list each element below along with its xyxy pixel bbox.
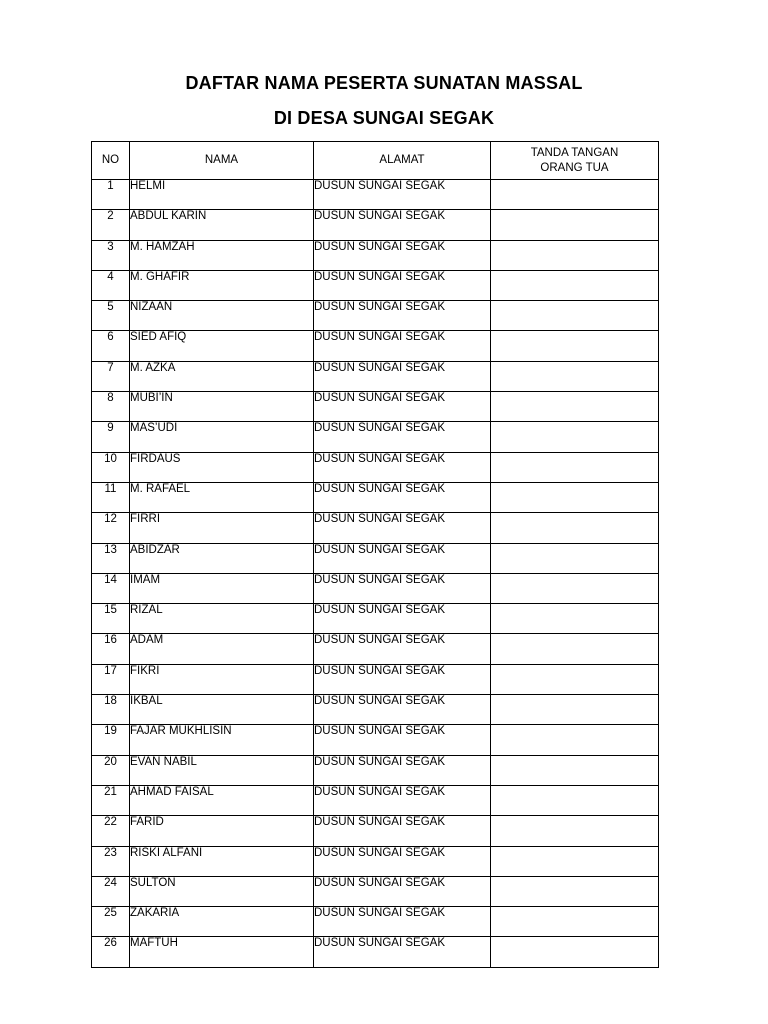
cell-tanda-tangan[interactable] bbox=[491, 180, 659, 210]
table-row bbox=[92, 937, 659, 967]
cell-alamat: DUSUN SUNGAI SEGAK bbox=[314, 270, 491, 300]
cell-nama: M. GHAFIR bbox=[130, 270, 314, 300]
table-row bbox=[92, 452, 659, 482]
cell-no: 13 bbox=[92, 543, 130, 573]
cell-alamat: DUSUN SUNGAI SEGAK bbox=[314, 695, 491, 725]
header-alamat: ALAMAT bbox=[314, 142, 491, 180]
cell-nama: FIRRI bbox=[130, 513, 314, 543]
cell-alamat: DUSUN SUNGAI SEGAK bbox=[314, 482, 491, 512]
table-row bbox=[92, 513, 659, 543]
cell-tanda-tangan[interactable] bbox=[491, 573, 659, 603]
cell-alamat: DUSUN SUNGAI SEGAK bbox=[314, 755, 491, 785]
table-row bbox=[92, 907, 659, 937]
cell-no: 10 bbox=[92, 452, 130, 482]
table-row bbox=[92, 664, 659, 694]
cell-no: 26 bbox=[92, 937, 130, 967]
table-row bbox=[92, 725, 659, 755]
cell-no: 15 bbox=[92, 604, 130, 634]
cell-alamat: DUSUN SUNGAI SEGAK bbox=[314, 816, 491, 846]
cell-alamat: DUSUN SUNGAI SEGAK bbox=[314, 422, 491, 452]
cell-alamat: DUSUN SUNGAI SEGAK bbox=[314, 785, 491, 815]
cell-tanda-tangan[interactable] bbox=[491, 664, 659, 694]
cell-nama: SULTON bbox=[130, 876, 314, 906]
cell-no: 21 bbox=[92, 785, 130, 815]
table-row bbox=[92, 543, 659, 573]
cell-no: 7 bbox=[92, 361, 130, 391]
cell-tanda-tangan[interactable] bbox=[491, 543, 659, 573]
cell-alamat: DUSUN SUNGAI SEGAK bbox=[314, 604, 491, 634]
cell-alamat: DUSUN SUNGAI SEGAK bbox=[314, 180, 491, 210]
table-row bbox=[92, 392, 659, 422]
cell-tanda-tangan[interactable] bbox=[491, 361, 659, 391]
cell-nama: NIZAAN bbox=[130, 301, 314, 331]
table-row bbox=[92, 210, 659, 240]
cell-alamat: DUSUN SUNGAI SEGAK bbox=[314, 392, 491, 422]
cell-nama: FIKRI bbox=[130, 664, 314, 694]
cell-nama: RIZAL bbox=[130, 604, 314, 634]
table-row bbox=[92, 755, 659, 785]
cell-nama: MUBI’IN bbox=[130, 392, 314, 422]
document-title: DAFTAR NAMA PESERTA SUNATAN MASSAL bbox=[185, 73, 583, 93]
cell-no: 4 bbox=[92, 270, 130, 300]
cell-no: 20 bbox=[92, 755, 130, 785]
cell-tanda-tangan[interactable] bbox=[491, 846, 659, 876]
cell-no: 2 bbox=[92, 210, 130, 240]
cell-no: 17 bbox=[92, 664, 130, 694]
cell-alamat: DUSUN SUNGAI SEGAK bbox=[314, 876, 491, 906]
table-row bbox=[92, 422, 659, 452]
cell-tanda-tangan[interactable] bbox=[491, 422, 659, 452]
cell-nama: IKBAL bbox=[130, 695, 314, 725]
cell-no: 16 bbox=[92, 634, 130, 664]
cell-alamat: DUSUN SUNGAI SEGAK bbox=[314, 513, 491, 543]
cell-alamat: DUSUN SUNGAI SEGAK bbox=[314, 573, 491, 603]
cell-alamat: DUSUN SUNGAI SEGAK bbox=[314, 331, 491, 361]
table-row bbox=[92, 270, 659, 300]
cell-nama: FIRDAUS bbox=[130, 452, 314, 482]
header-nama: NAMA bbox=[130, 142, 314, 180]
cell-no: 22 bbox=[92, 816, 130, 846]
cell-tanda-tangan[interactable] bbox=[491, 452, 659, 482]
cell-tanda-tangan[interactable] bbox=[491, 634, 659, 664]
cell-tanda-tangan[interactable] bbox=[491, 210, 659, 240]
cell-tanda-tangan[interactable] bbox=[491, 907, 659, 937]
cell-nama: AHMAD FAISAL bbox=[130, 785, 314, 815]
cell-tanda-tangan[interactable] bbox=[491, 785, 659, 815]
cell-no: 3 bbox=[92, 240, 130, 270]
table-row bbox=[92, 301, 659, 331]
table-row bbox=[92, 846, 659, 876]
cell-tanda-tangan[interactable] bbox=[491, 816, 659, 846]
cell-no: 14 bbox=[92, 573, 130, 603]
table-row bbox=[92, 634, 659, 664]
cell-tanda-tangan[interactable] bbox=[491, 937, 659, 967]
cell-nama: M. AZKA bbox=[130, 361, 314, 391]
cell-alamat: DUSUN SUNGAI SEGAK bbox=[314, 452, 491, 482]
cell-alamat: DUSUN SUNGAI SEGAK bbox=[314, 543, 491, 573]
cell-alamat: DUSUN SUNGAI SEGAK bbox=[314, 210, 491, 240]
header-no: NO bbox=[92, 142, 130, 180]
cell-nama: MAFTUH bbox=[130, 937, 314, 967]
cell-tanda-tangan[interactable] bbox=[491, 482, 659, 512]
cell-tanda-tangan[interactable] bbox=[491, 301, 659, 331]
table-row bbox=[92, 695, 659, 725]
cell-tanda-tangan[interactable] bbox=[491, 604, 659, 634]
cell-no: 1 bbox=[92, 180, 130, 210]
cell-alamat: DUSUN SUNGAI SEGAK bbox=[314, 634, 491, 664]
cell-tanda-tangan[interactable] bbox=[491, 513, 659, 543]
cell-alamat: DUSUN SUNGAI SEGAK bbox=[314, 664, 491, 694]
cell-alamat: DUSUN SUNGAI SEGAK bbox=[314, 361, 491, 391]
cell-no: 23 bbox=[92, 846, 130, 876]
table-row bbox=[92, 331, 659, 361]
cell-no: 12 bbox=[92, 513, 130, 543]
cell-alamat: DUSUN SUNGAI SEGAK bbox=[314, 301, 491, 331]
table-row bbox=[92, 785, 659, 815]
cell-no: 19 bbox=[92, 725, 130, 755]
table-body bbox=[92, 180, 659, 968]
table-row bbox=[92, 180, 659, 210]
cell-tanda-tangan[interactable] bbox=[491, 392, 659, 422]
cell-tanda-tangan[interactable] bbox=[491, 755, 659, 785]
cell-nama: EVAN NABIL bbox=[130, 755, 314, 785]
cell-nama: SIED AFIQ bbox=[130, 331, 314, 361]
cell-tanda-tangan[interactable] bbox=[491, 270, 659, 300]
cell-nama: FARID bbox=[130, 816, 314, 846]
cell-nama: ADAM bbox=[130, 634, 314, 664]
table-row bbox=[92, 361, 659, 391]
table-row bbox=[92, 573, 659, 603]
cell-no: 8 bbox=[92, 392, 130, 422]
cell-alamat: DUSUN SUNGAI SEGAK bbox=[314, 907, 491, 937]
cell-no: 18 bbox=[92, 695, 130, 725]
header-tanda-tangan bbox=[491, 142, 659, 180]
header-tanda-tangan-line2: ORANG TUA bbox=[540, 161, 609, 174]
cell-tanda-tangan[interactable] bbox=[491, 695, 659, 725]
cell-nama: ABDUL KARIN bbox=[130, 210, 314, 240]
cell-nama: M. HAMZAH bbox=[130, 240, 314, 270]
cell-no: 6 bbox=[92, 331, 130, 361]
cell-no: 5 bbox=[92, 301, 130, 331]
cell-tanda-tangan[interactable] bbox=[491, 876, 659, 906]
cell-tanda-tangan[interactable] bbox=[491, 240, 659, 270]
cell-nama: MAS’UDI bbox=[130, 422, 314, 452]
cell-nama: M. RAFAEL bbox=[130, 482, 314, 512]
cell-nama: RISKI ALFANI bbox=[130, 846, 314, 876]
cell-alamat: DUSUN SUNGAI SEGAK bbox=[314, 725, 491, 755]
cell-no: 11 bbox=[92, 482, 130, 512]
table-row bbox=[92, 240, 659, 270]
cell-nama: IMAM bbox=[130, 573, 314, 603]
cell-no: 9 bbox=[92, 422, 130, 452]
cell-tanda-tangan[interactable] bbox=[491, 331, 659, 361]
cell-nama: ZAKARIA bbox=[130, 907, 314, 937]
participant-table bbox=[91, 141, 659, 968]
cell-tanda-tangan[interactable] bbox=[491, 725, 659, 755]
cell-alamat: DUSUN SUNGAI SEGAK bbox=[314, 937, 491, 967]
cell-alamat: DUSUN SUNGAI SEGAK bbox=[314, 846, 491, 876]
document-subtitle: DI DESA SUNGAI SEGAK bbox=[273, 108, 495, 128]
header-tanda-tangan-line1: TANDA TANGAN bbox=[530, 146, 619, 159]
table-header-row bbox=[92, 142, 659, 180]
table-row bbox=[92, 816, 659, 846]
cell-nama: ABIDZAR bbox=[130, 543, 314, 573]
table-row bbox=[92, 482, 659, 512]
table-row bbox=[92, 604, 659, 634]
cell-nama: HELMI bbox=[130, 180, 314, 210]
cell-no: 25 bbox=[92, 907, 130, 937]
table-row bbox=[92, 876, 659, 906]
cell-no: 24 bbox=[92, 876, 130, 906]
cell-nama: FAJAR MUKHLISIN bbox=[130, 725, 314, 755]
cell-alamat: DUSUN SUNGAI SEGAK bbox=[314, 240, 491, 270]
